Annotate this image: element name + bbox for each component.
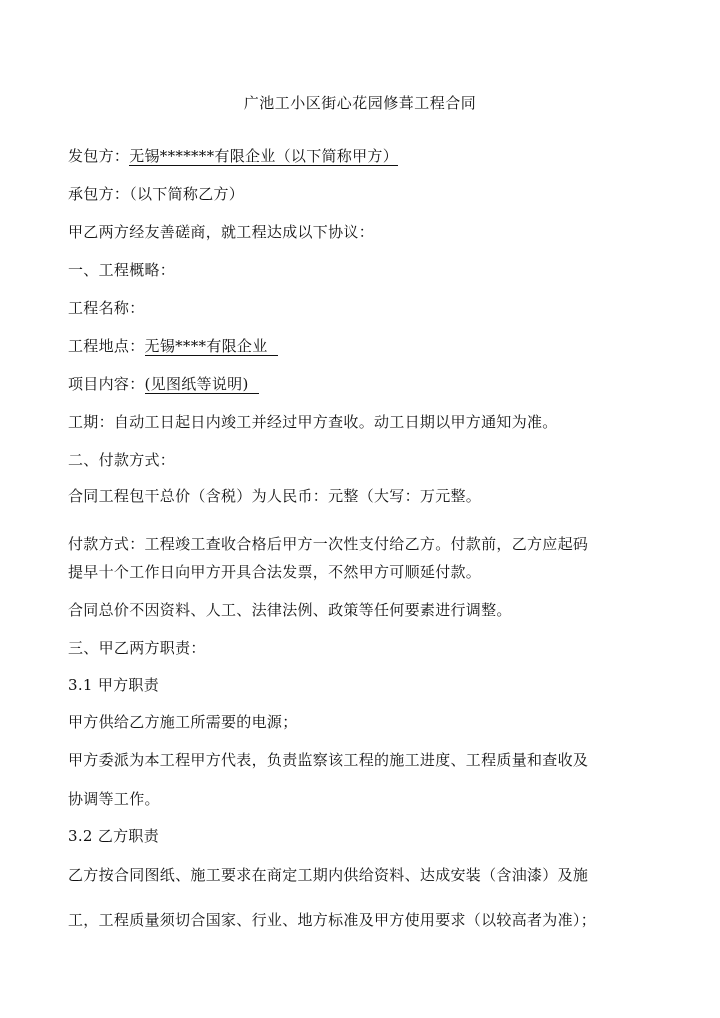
contractor-line: 承包方：（以下简称乙方）: [68, 185, 245, 203]
project-content-label: 项目内容：: [68, 375, 145, 393]
project-content-line: [68, 374, 259, 394]
employer-label: 发包方：: [68, 147, 130, 165]
document-title: 广池工小区街心花园修葺工程合同: [243, 94, 477, 112]
period-line: 工期：自动工日起日内竣工并经过甲方查收。动工日期以甲方通知为准。: [68, 413, 558, 431]
project-content-value: (见图纸等说明): [144, 375, 259, 393]
employer-line: [68, 146, 398, 166]
project-site-value: 无锡****有限企业: [144, 337, 278, 355]
project-site-label: 工程地点：: [68, 337, 145, 355]
payment-line-1: 付款方式：工程竣工查收合格后甲方一次性支付给乙方。付款前，乙方应起码: [68, 535, 589, 553]
s31-item-1: 甲方供给乙方施工所需要的电源；: [68, 713, 298, 731]
employer-value: 无锡*******有限企业（以下简称甲方）: [129, 147, 399, 165]
s32-item-1-line-2: 工，工程质量须切合国家、行业、地方标准及甲方使用要求（以较高者为准）；: [68, 911, 597, 929]
section-2-heading: 二、付款方式：: [68, 451, 176, 469]
total-price-line: 合同工程包干总价（含税）为人民币：元整（大写：万元整。: [68, 487, 482, 505]
subsection-3-1-heading: 3.1 甲方职责: [68, 676, 160, 694]
s32-item-1-line-1: 乙方按合同图纸、施工要求在商定工期内供给资料、达成安装（含油漆）及施: [68, 866, 589, 884]
intro-line: 甲乙两方经友善磋商，就工程达成以下协议：: [68, 223, 375, 241]
subsection-3-2-heading: 3.2 乙方职责: [68, 827, 160, 845]
no-adjust-line: 合同总价不因资料、人工、法律法例、政策等任何要素进行调整。: [68, 601, 512, 619]
payment-line-2: 提早十个工作日向甲方开具合法发票，不然甲方可顺延付款。: [68, 563, 482, 581]
section-3-heading: 三、甲乙两方职责：: [68, 639, 206, 657]
s31-item-2-line-2: 协调等工作。: [68, 790, 160, 808]
project-name-line: 工程名称：: [68, 299, 145, 317]
s31-item-2-line-1: 甲方委派为本工程甲方代表，负责监察该工程的施工进度、工程质量和查收及: [68, 751, 589, 769]
project-site-line: [68, 336, 278, 356]
section-1-heading: 一、工程概略：: [68, 261, 176, 279]
